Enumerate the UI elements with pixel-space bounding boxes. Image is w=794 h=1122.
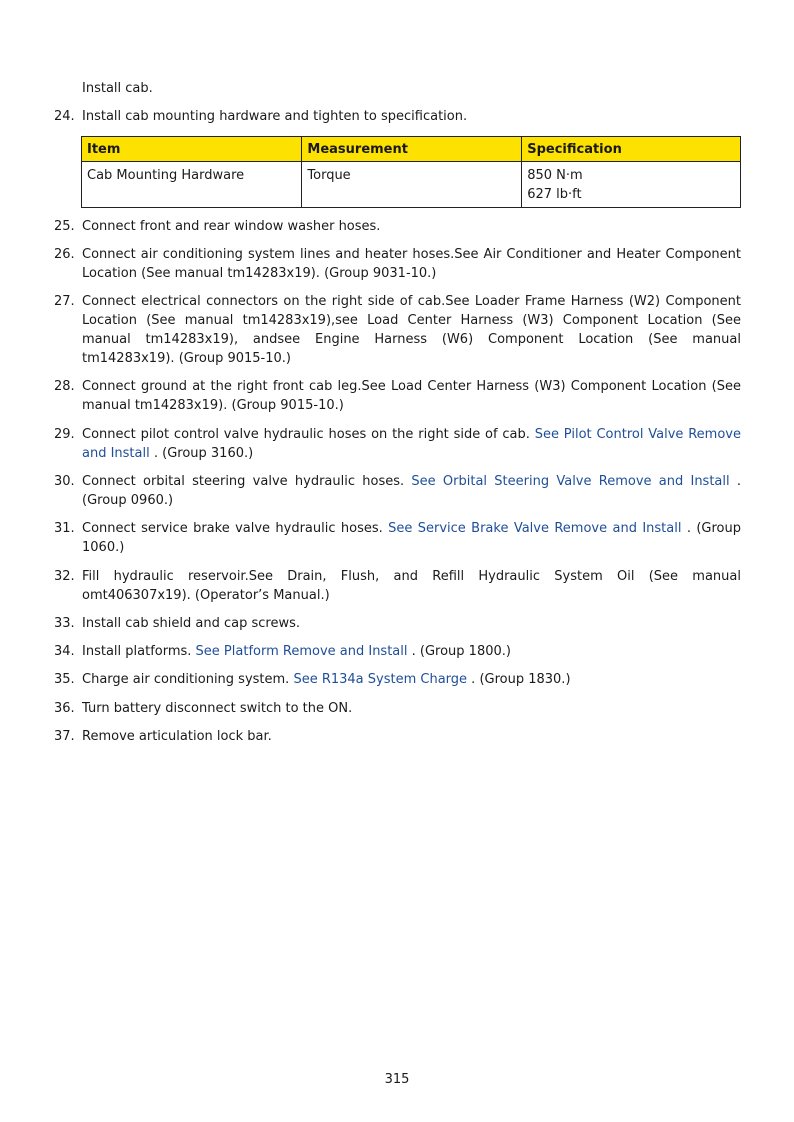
step-number: 37. xyxy=(54,729,75,744)
step-number: 32. xyxy=(54,569,75,584)
step-number: 26. xyxy=(54,247,75,262)
step-number: 35. xyxy=(54,672,75,687)
cell-item: Cab Mounting Hardware xyxy=(82,162,302,208)
step-text-post: . (Group 1800.) xyxy=(407,644,511,659)
step-text xyxy=(82,670,741,689)
step-text-pre: Connect pilot control valve hydraulic hoses on the right side of cab. xyxy=(82,427,535,442)
pilot-control-valve-link[interactable]: See Pilot Control Valve Remove and Install xyxy=(82,427,741,461)
step-text: Connect electrical connectors on the right side of cab.See Loader Frame Harness (W2) Component Location (See manual tm14283x19),see Load Center Harness (W3) Component Location (See manual tm14283x19), andsee Engine Harness (W6) Component Location (See manual tm14283x19). (Group 9015-10.) xyxy=(82,294,741,366)
step-number: 33. xyxy=(54,616,75,631)
cell-specification xyxy=(522,162,741,208)
step-number: 29. xyxy=(54,427,75,442)
step-text xyxy=(82,519,741,557)
service-brake-valve-link[interactable]: See Service Brake Valve Remove and Install xyxy=(388,521,682,536)
step-text-pre: Connect orbital steering valve hydraulic hoses. xyxy=(82,474,412,489)
torque-spec-table xyxy=(81,136,741,208)
step-text-pre: Connect service brake valve hydraulic hoses. xyxy=(82,521,389,536)
header-item: Item xyxy=(82,137,302,162)
step-text-post: . (Group 1830.) xyxy=(467,672,571,687)
orbital-steering-valve-link[interactable]: See Orbital Steering Valve Remove and Install xyxy=(411,474,730,489)
step-number: 31. xyxy=(54,521,75,536)
step-text-pre: Charge air conditioning system. xyxy=(82,672,294,687)
cell-measurement: Torque xyxy=(302,162,522,208)
table-header-row xyxy=(82,137,741,162)
step-text-post: . (Group 0960.) xyxy=(82,474,742,508)
intro-text: Install cab. xyxy=(82,81,153,96)
spec-metric: 850 N·m xyxy=(527,168,583,183)
step-text xyxy=(82,642,741,661)
table-row xyxy=(82,162,741,208)
step-text-post: . (Group 1060.) xyxy=(82,521,741,555)
step-text: Fill hydraulic reservoir.See Drain, Flush, and Refill Hydraulic System Oil (See manual omt406307x19). (Operator’s Manual.) xyxy=(82,569,741,603)
step-number: 34. xyxy=(54,644,75,659)
step-number: 27. xyxy=(54,294,75,309)
step-number: 28. xyxy=(54,379,75,394)
step-text xyxy=(82,472,741,510)
step-number: 25. xyxy=(54,219,75,234)
step-number: 30. xyxy=(54,474,75,489)
page-number: 315 xyxy=(384,1072,410,1087)
step-text: Connect ground at the right front cab leg.See Load Center Harness (W3) Component Location (See manual tm14283x19). (Group 9015-10.) xyxy=(82,379,741,413)
r134a-system-charge-link[interactable]: See R134a System Charge xyxy=(293,672,468,687)
step-text: Install cab mounting hardware and tighten to specification. xyxy=(82,109,468,124)
step-text-post: . (Group 3160.) xyxy=(149,446,254,461)
step-text xyxy=(82,425,741,463)
step-text: Connect front and rear window washer hoses. xyxy=(82,219,381,234)
header-specification: Specification xyxy=(522,137,741,162)
step-text: Connect air conditioning system lines and heater hoses.See Air Conditioner and Heater Component Location (See manual tm14283x19). (Group 9031-10.) xyxy=(82,247,741,281)
step-text: Install cab shield and cap screws. xyxy=(82,616,300,631)
step-number: 24. xyxy=(54,109,75,124)
step-text: Turn battery disconnect switch to the ON. xyxy=(82,701,353,716)
platform-link[interactable]: See Platform Remove and Install xyxy=(195,644,408,659)
step-text-pre: Install platforms. xyxy=(82,644,196,659)
step-number: 36. xyxy=(54,701,75,716)
header-measurement: Measurement xyxy=(302,137,522,162)
step-text: Remove articulation lock bar. xyxy=(82,729,272,744)
spec-imperial: 627 lb·ft xyxy=(527,187,582,202)
